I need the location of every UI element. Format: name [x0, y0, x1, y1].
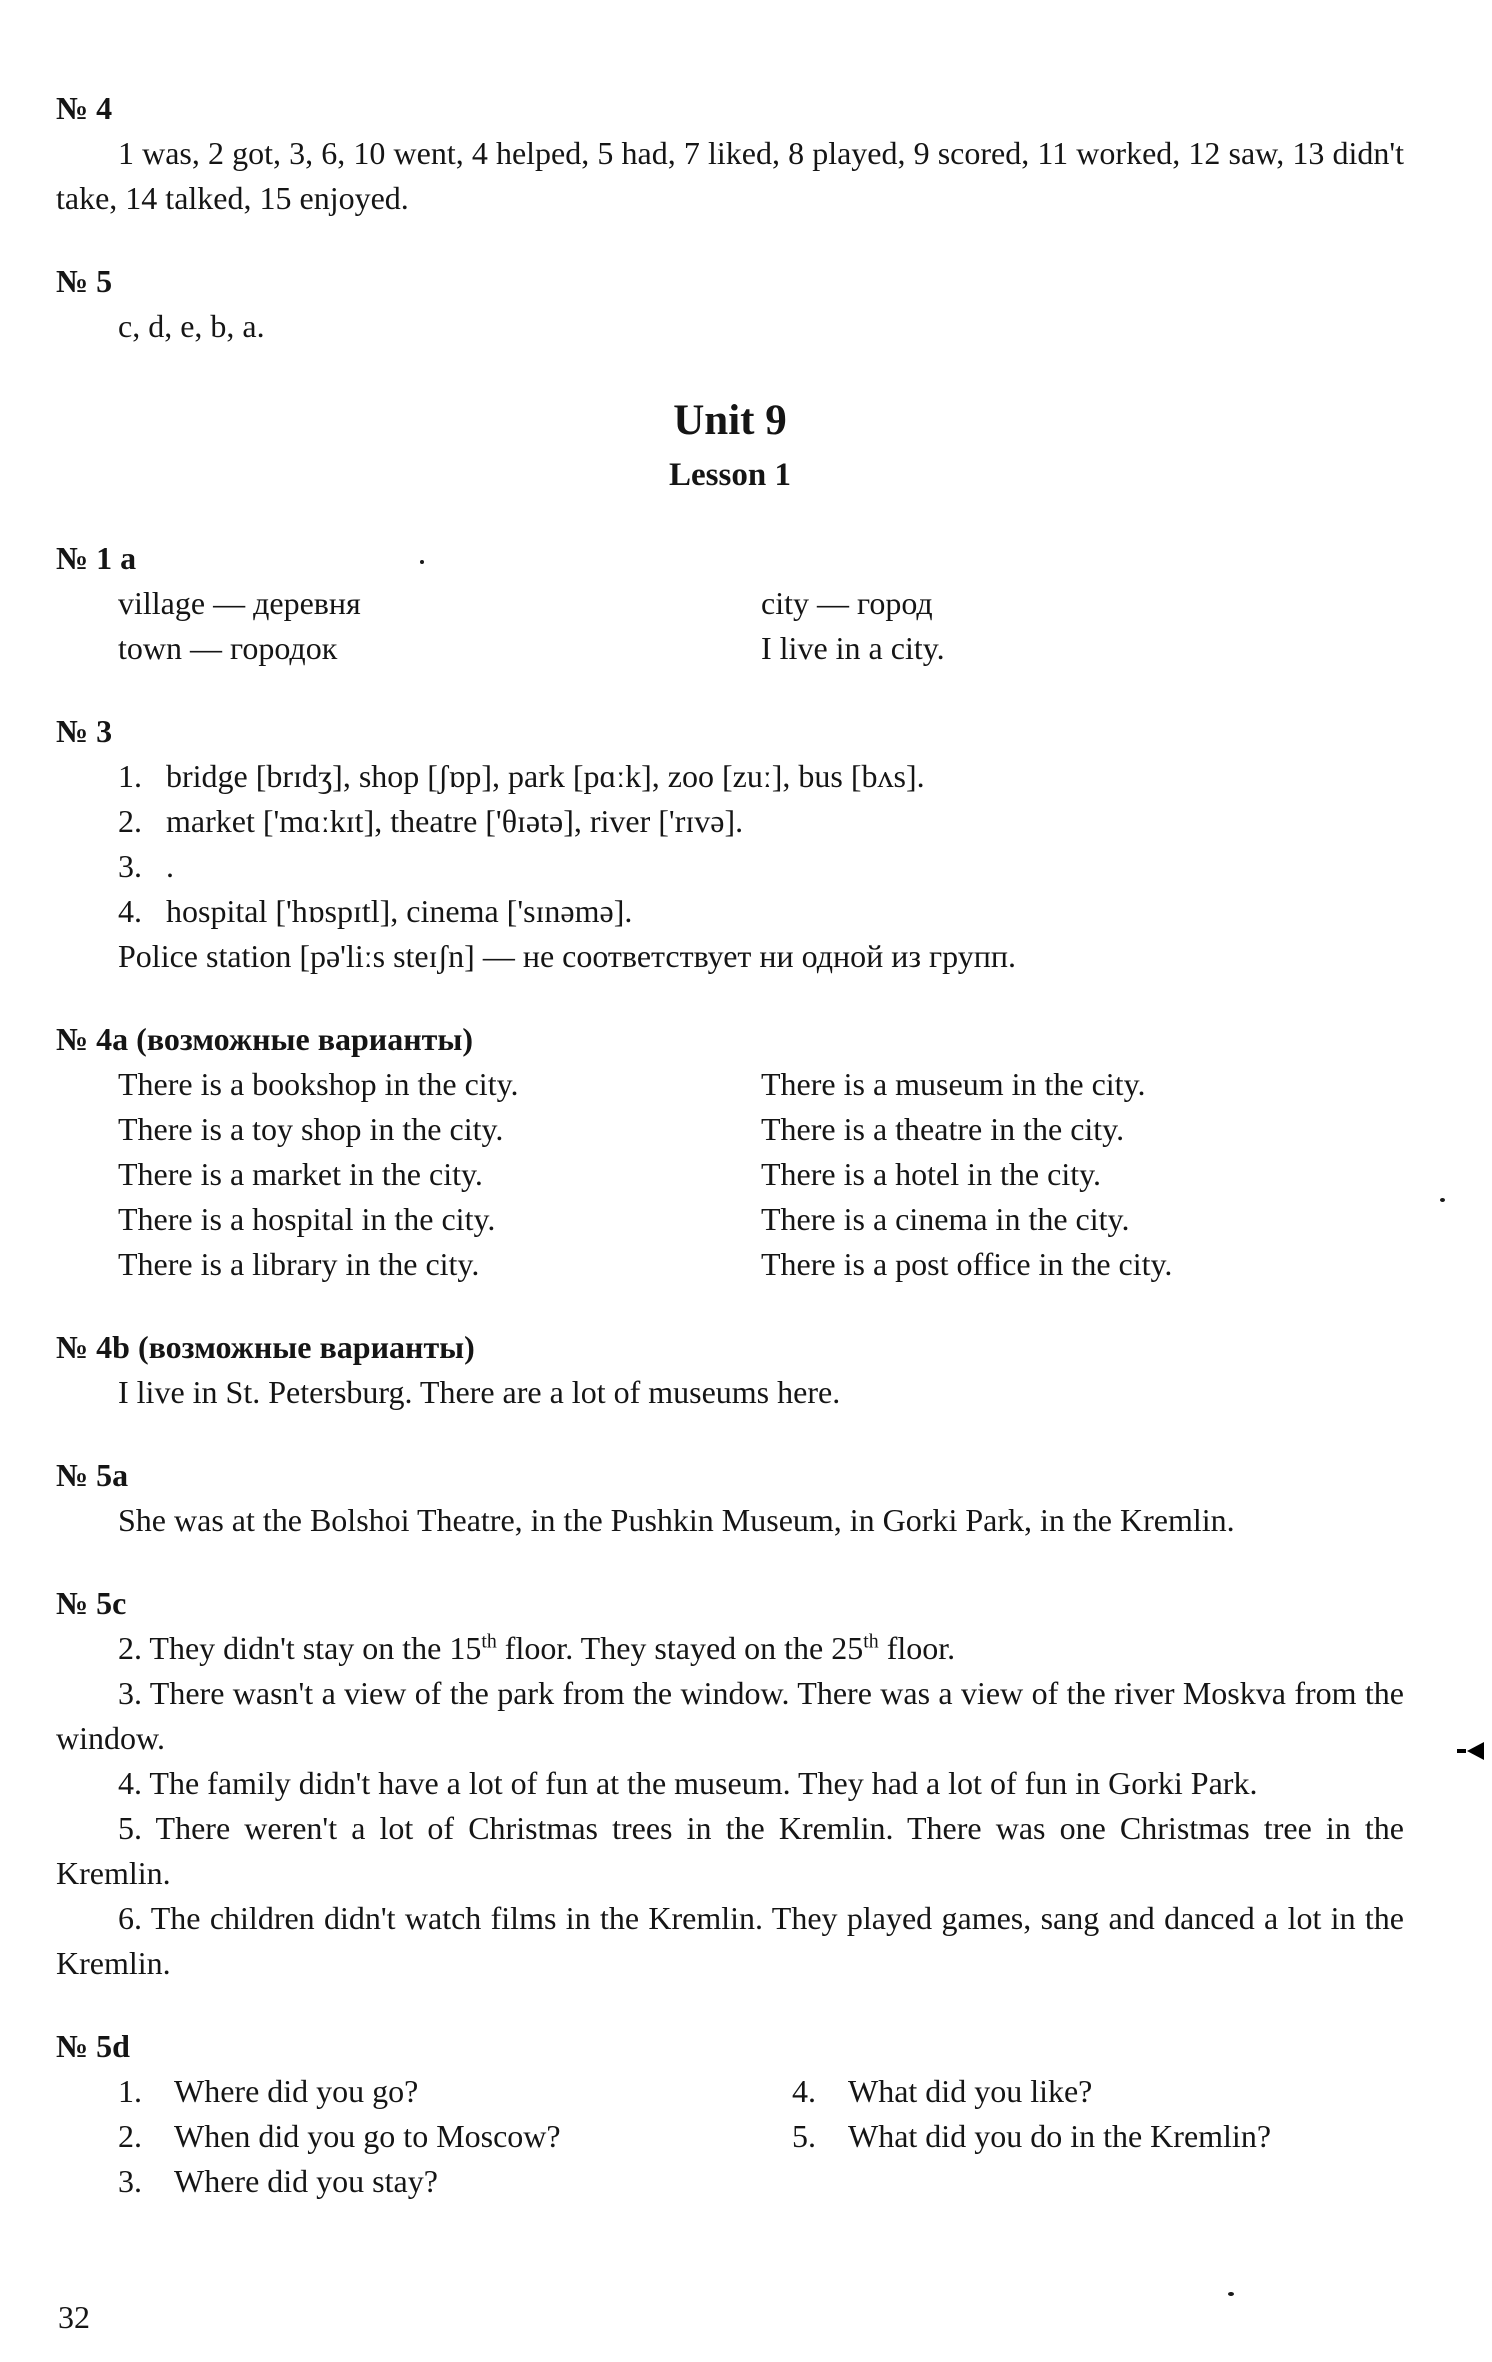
vocab-line: I live in a city. [761, 630, 945, 666]
section-heading-n1a: № 1 a [56, 540, 137, 576]
item-text: Where did you stay? [174, 2163, 438, 2199]
sentence-line: There is a toy shop in the city. [118, 1111, 504, 1147]
question-item [56, 2159, 730, 2204]
vocab-line: town — городок [118, 630, 338, 666]
item-number: 1. [118, 2073, 142, 2109]
answer-line: 3. There wasn't a view of the park from the window. There was a view of the river Moskva from the window. [56, 1675, 1404, 1756]
sentence-column-right [761, 1062, 1404, 1287]
sentence-line: There is a cinema in the city. [761, 1201, 1130, 1237]
question-column-right [730, 2069, 1404, 2204]
vocab-columns [56, 581, 1404, 671]
answer-line: 5. There weren't a lot of Christmas trees in the Kremlin. There was one Christmas tree in the Kremlin. [56, 1810, 1404, 1891]
list-item [56, 754, 1404, 799]
section-n5d [56, 2024, 1404, 2204]
question-item [730, 2069, 1404, 2114]
section-n4a [56, 1017, 1404, 1287]
section-heading-n4a: № 4a (возможные варианты) [56, 1021, 473, 1057]
section-heading-n4: № 4 [56, 90, 113, 126]
list-item [56, 799, 1404, 844]
item-text: bridge [brɪdʒ], shop [ʃɒp], park [pɑːk], zoo [zuː], bus [bʌs]. [166, 758, 925, 794]
answer-text-n4b: I live in St. Petersburg. There are a lot of museums here. [118, 1374, 841, 1410]
ordinal-suffix: th [863, 1630, 879, 1653]
item-number: 5. [792, 2118, 816, 2154]
scan-speck [1228, 2292, 1234, 2296]
sentence-columns [56, 1062, 1404, 1287]
answer-text-n5a: She was at the Bolshoi Theatre, in the Pushkin Museum, in Gorki Park, in the Kremlin. [118, 1502, 1235, 1538]
scan-speck [1440, 1198, 1445, 1202]
item-number: 4. [792, 2073, 816, 2109]
scan-speck [420, 560, 424, 564]
sentence-line: There is a bookshop in the city. [118, 1066, 519, 1102]
question-column-left [56, 2069, 730, 2204]
sentence-line: There is a library in the city. [118, 1246, 480, 1282]
question-columns [56, 2069, 1404, 2204]
question-item [56, 2114, 730, 2159]
sentence-line: There is a hospital in the city. [118, 1201, 496, 1237]
section-n4b [56, 1325, 1404, 1415]
unit-title: Unit 9 [673, 397, 787, 444]
item-text: . [166, 848, 174, 884]
item-text: What did you do in the Kremlin? [848, 2118, 1272, 2154]
item-number: 4. [118, 893, 142, 929]
sentence-line: There is a market in the city. [118, 1156, 483, 1192]
item-number: 3. [118, 2163, 142, 2199]
question-item [56, 2069, 730, 2114]
list-item [56, 889, 1404, 934]
answer-line [56, 1626, 1404, 1671]
section-unit [56, 395, 1404, 498]
sentence-line: There is a theatre in the city. [761, 1111, 1125, 1147]
item-number: 3. [118, 848, 142, 884]
answer-fragment: floor. [878, 1630, 956, 1666]
answer-line: 4. The family didn't have a lot of fun at the museum. They had a lot of fun in Gorki Park. [118, 1765, 1258, 1801]
section-n3 [56, 709, 1404, 979]
item-text: When did you go to Moscow? [174, 2118, 561, 2154]
sentence-column-left [118, 1062, 761, 1287]
section-heading-n5d: № 5d [56, 2028, 130, 2064]
question-item [730, 2114, 1404, 2159]
section-n1a [56, 536, 1404, 671]
section-n5 [56, 259, 1404, 349]
section-n5a [56, 1453, 1404, 1543]
section-heading-n5a: № 5a [56, 1457, 129, 1493]
sentence-line: There is a hotel in the city. [761, 1156, 1102, 1192]
sentence-line: There is a museum in the city. [761, 1066, 1146, 1102]
lesson-title: Lesson 1 [669, 457, 791, 493]
item-number: 1. [118, 758, 142, 794]
scan-artifact-arrow-icon [1467, 1742, 1484, 1760]
section-heading-n3: № 3 [56, 713, 113, 749]
note-text: Police station [pə'liːs steɪʃn] — не соответствует ни одной из групп. [118, 938, 1016, 974]
item-text: hospital ['hɒspɪtl], cinema ['sɪnəmə]. [166, 893, 633, 929]
answer-text-n4: 1 was, 2 got, 3, 6, 10 went, 4 helped, 5 had, 7 liked, 8 played, 9 scored, 11 worked, 12 saw, 13 didn't take, 14 talked, 15 enjoyed. [56, 135, 1404, 216]
item-number: 2. [118, 803, 142, 839]
item-text: Where did you go? [174, 2073, 419, 2109]
item-number: 2. [118, 2118, 142, 2154]
list-item [56, 844, 1404, 889]
sentence-line: There is a post office in the city. [761, 1246, 1173, 1282]
vocab-column-right [761, 581, 1404, 671]
section-n5c [56, 1581, 1404, 1986]
section-heading-n5: № 5 [56, 263, 113, 299]
answer-fragment: 2. They didn't stay on the 15 [118, 1630, 482, 1666]
section-heading-n5c: № 5c [56, 1585, 127, 1621]
item-text: What did you like? [848, 2073, 1093, 2109]
item-text: market ['mɑːkɪt], theatre ['θɪətə], river ['rɪvə]. [166, 803, 744, 839]
vocab-column-left [118, 581, 761, 671]
section-heading-n4b: № 4b (возможные варианты) [56, 1329, 475, 1365]
page-number: 32 [58, 2299, 90, 2335]
ordinal-suffix: th [481, 1630, 497, 1653]
answer-fragment: floor. They stayed on the 25 [496, 1630, 864, 1666]
section-n4 [56, 86, 1404, 221]
vocab-line: village — деревня [118, 585, 361, 621]
answer-line: 6. The children didn't watch films in the Kremlin. They played games, sang and danced a lot in the Kremlin. [56, 1900, 1404, 1981]
vocab-line: city — город [761, 585, 933, 621]
answer-text-n5: c, d, e, b, a. [118, 308, 265, 344]
